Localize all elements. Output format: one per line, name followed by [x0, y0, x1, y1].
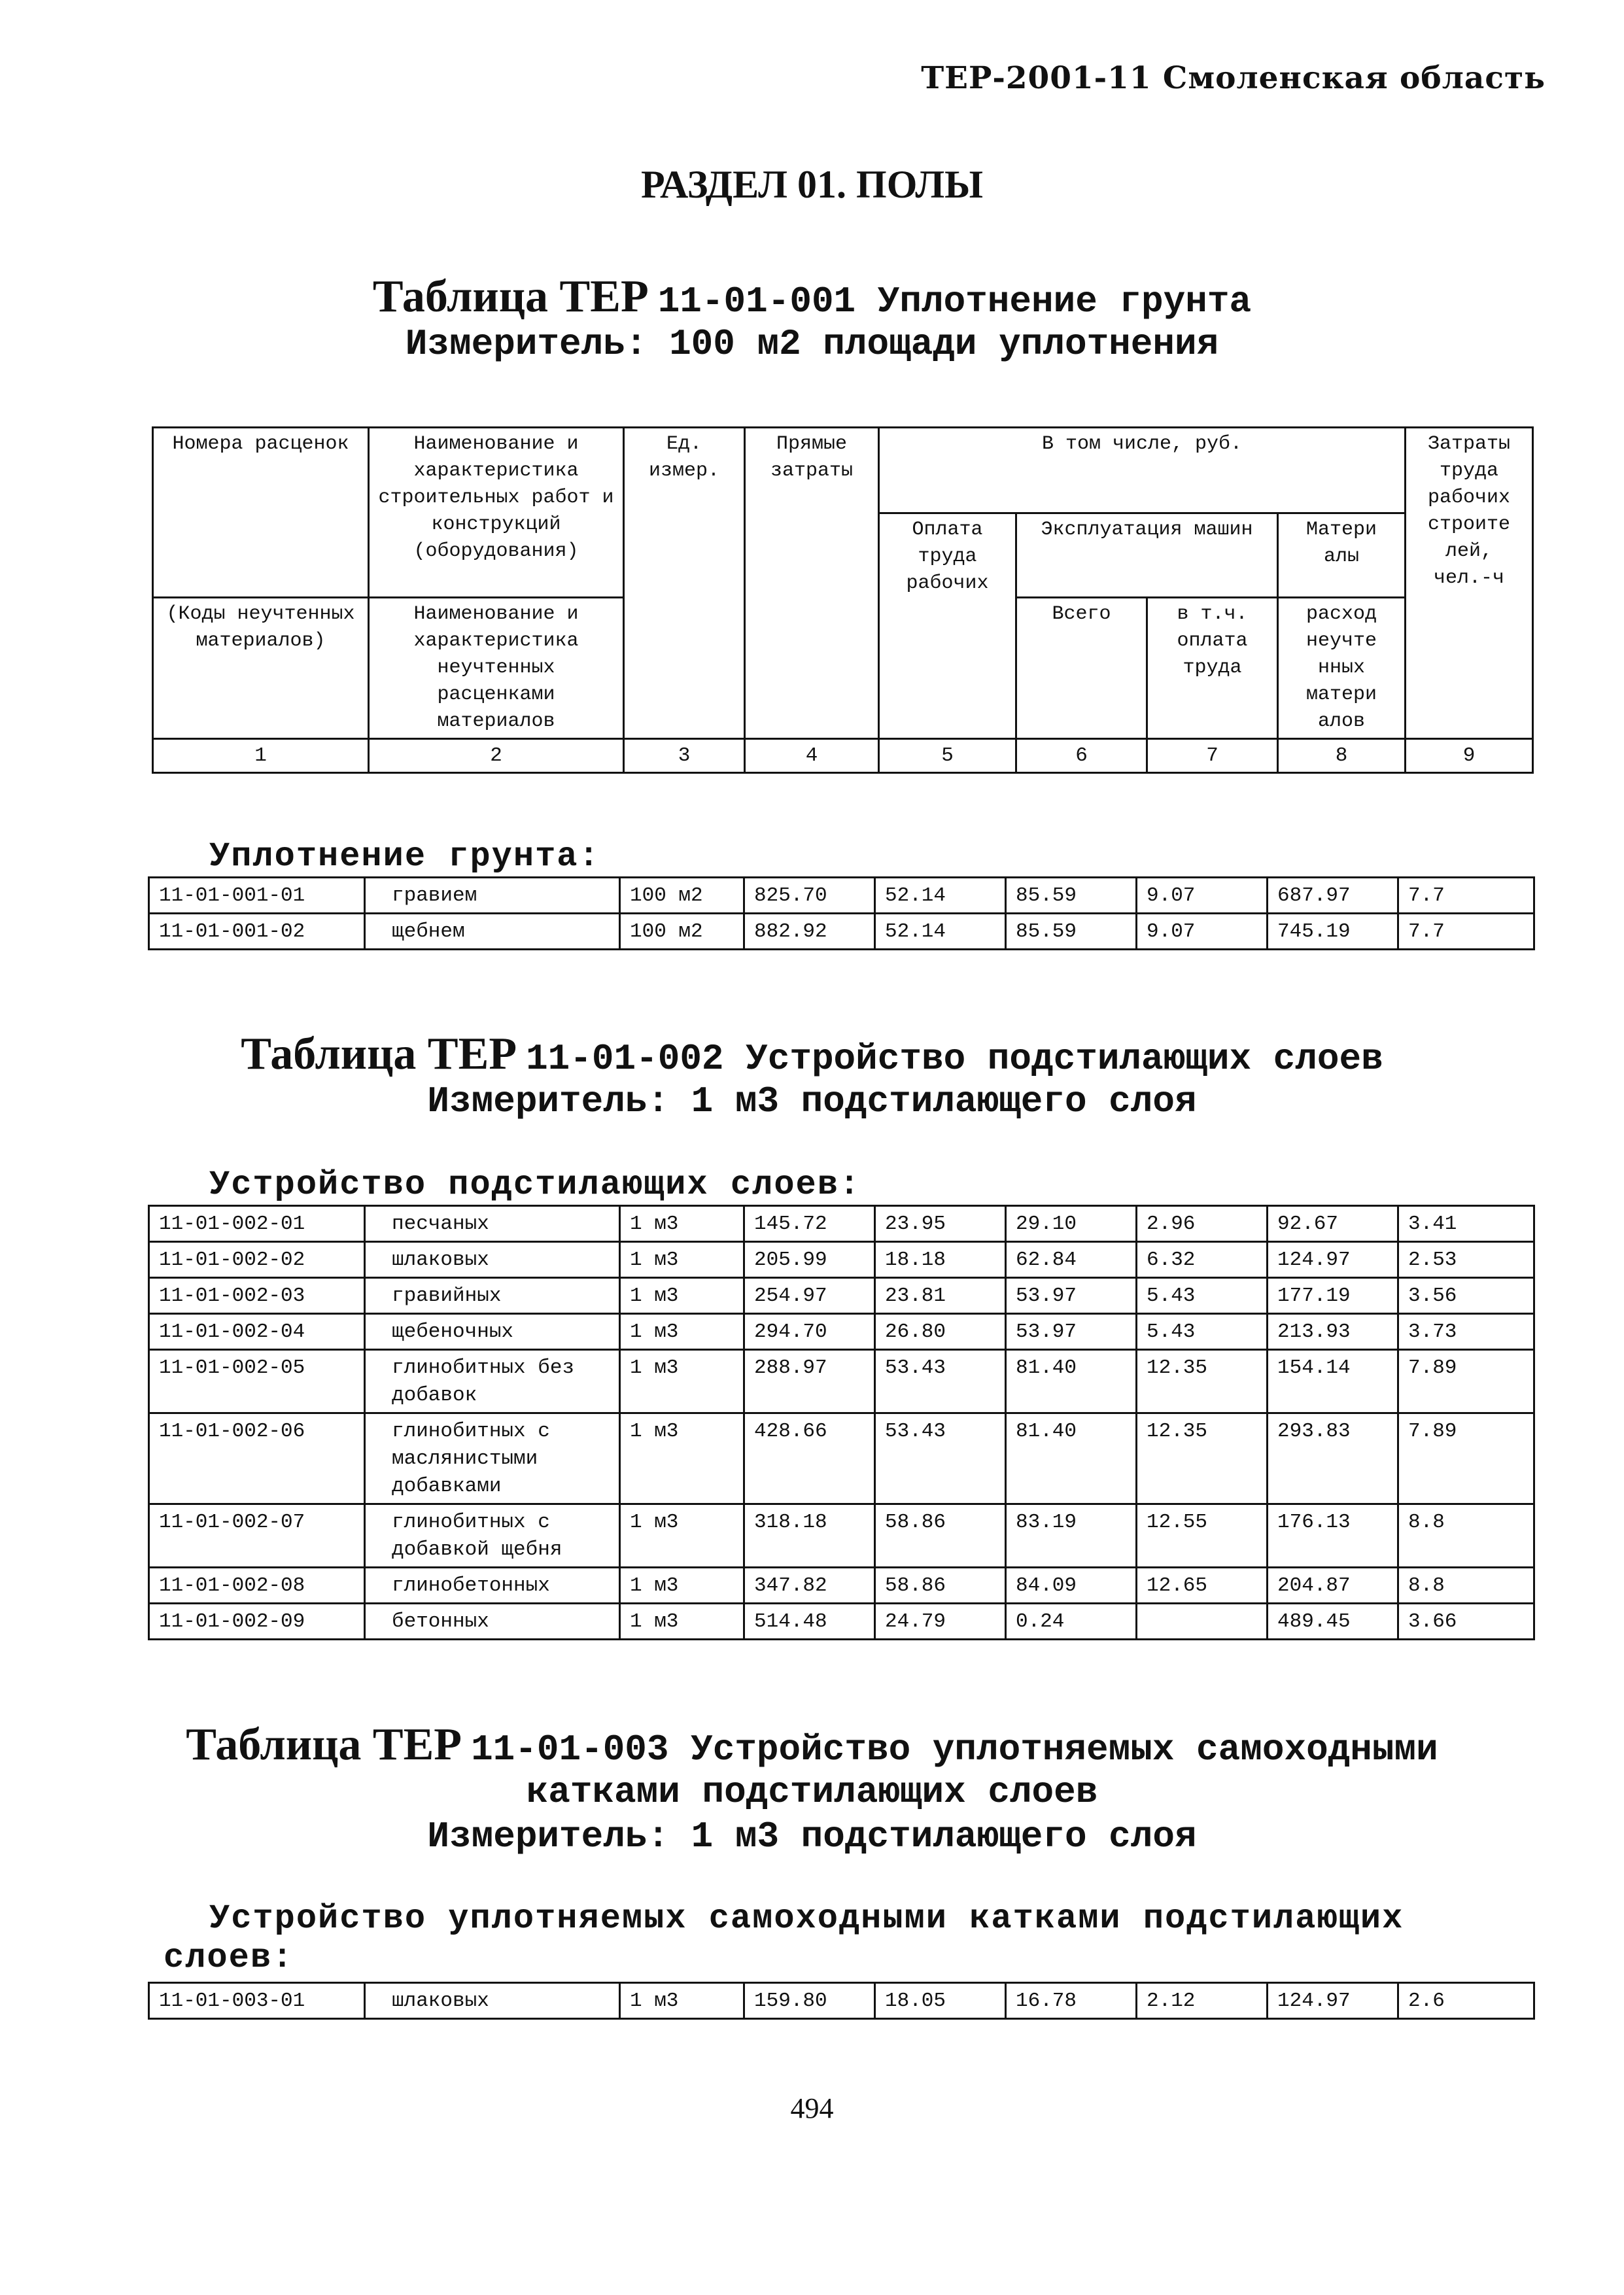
header-machines-labor: в т.ч. оплата труда	[1147, 598, 1278, 739]
table-1-label: Таблица ТЕР	[372, 271, 649, 322]
cell-labor: 52.14	[875, 914, 1006, 950]
cell-labor: 52.14	[875, 878, 1006, 914]
table-3-title-line2: катками подстилающих слоев	[526, 1771, 1098, 1813]
table-1-heading	[0, 271, 1624, 324]
cell-machine-labor: 9.07	[1137, 878, 1268, 914]
table-2-meter: Измеритель: 1 м3 подстилающего слоя	[427, 1080, 1197, 1122]
table-2-label: Таблица ТЕР	[241, 1029, 517, 1079]
header-col-number: 8	[1278, 739, 1406, 773]
page-number: 494	[790, 2092, 834, 2124]
cell-direct: 318.18	[744, 1504, 875, 1568]
cell-code: 11-01-002-05	[149, 1350, 365, 1413]
cell-direct: 514.48	[744, 1604, 875, 1640]
cell-code: 11-01-001-02	[149, 914, 365, 950]
cell-machines: 53.97	[1006, 1314, 1137, 1350]
cell-code: 11-01-002-02	[149, 1242, 365, 1278]
table-row	[149, 914, 1534, 950]
cell-machine-labor: 2.12	[1137, 1983, 1268, 2019]
cell-machine-labor: 6.32	[1137, 1242, 1268, 1278]
table-1-meter: Измеритель: 100 м2 площади уплотнения	[405, 323, 1219, 365]
cell-hours: 2.53	[1398, 1242, 1534, 1278]
cell-machine-labor	[1137, 1604, 1268, 1640]
table-3-title: 11-01-003 Устройство уплотняемых самоходными	[471, 1729, 1438, 1770]
header-col-number: 6	[1016, 739, 1147, 773]
cell-labor: 26.80	[875, 1314, 1006, 1350]
cell-machine-labor: 12.35	[1137, 1413, 1268, 1504]
cell-machine-labor: 2.96	[1137, 1206, 1268, 1242]
cell-unit: 1 м3	[620, 1278, 744, 1314]
cell-machines: 85.59	[1006, 914, 1137, 950]
cell-hours: 3.56	[1398, 1278, 1534, 1314]
cell-unit: 1 м3	[620, 1242, 744, 1278]
cell-name: щебеночных	[365, 1314, 620, 1350]
cell-direct: 205.99	[744, 1242, 875, 1278]
header-direct-costs: Прямые затраты	[745, 428, 879, 739]
document-title: ТЕР-2001-11 Смоленская область	[921, 60, 1546, 96]
table-1-title: 11-01-001 Уплотнение грунта	[657, 281, 1252, 322]
header-worker-pay: Оплата труда рабочих	[879, 513, 1016, 739]
cell-machines: 62.84	[1006, 1242, 1137, 1278]
cell-unit: 1 м3	[620, 1350, 744, 1413]
cell-materials: 124.97	[1268, 1983, 1398, 2019]
cell-machines: 83.19	[1006, 1504, 1137, 1568]
cell-code: 11-01-002-07	[149, 1504, 365, 1568]
cell-direct: 825.70	[744, 878, 875, 914]
cell-code: 11-01-003-01	[149, 1983, 365, 2019]
table-3-rows	[148, 1982, 1535, 2020]
cell-materials: 92.67	[1268, 1206, 1398, 1242]
cell-code: 11-01-002-08	[149, 1568, 365, 1604]
cell-code: 11-01-002-03	[149, 1278, 365, 1314]
cell-machine-labor: 12.35	[1137, 1350, 1268, 1413]
cell-direct: 882.92	[744, 914, 875, 950]
cell-name: глинобитных с маслянистыми добавками	[365, 1413, 620, 1504]
cell-labor: 18.18	[875, 1242, 1006, 1278]
cell-unit: 1 м3	[620, 1568, 744, 1604]
cell-code: 11-01-002-06	[149, 1413, 365, 1504]
table-3-group-label-cont: слоев:	[164, 1939, 294, 1977]
table-3-label: Таблица ТЕР	[186, 1719, 462, 1770]
table-row	[149, 1206, 1534, 1242]
cell-hours: 3.41	[1398, 1206, 1534, 1242]
cell-labor: 53.43	[875, 1413, 1006, 1504]
cell-direct: 294.70	[744, 1314, 875, 1350]
header-materials: Матери алы	[1278, 513, 1406, 598]
table-row	[149, 1314, 1534, 1350]
cell-machines: 29.10	[1006, 1206, 1137, 1242]
cell-hours: 8.8	[1398, 1568, 1534, 1604]
cell-direct: 288.97	[744, 1350, 875, 1413]
cell-labor: 18.05	[875, 1983, 1006, 2019]
cell-direct: 145.72	[744, 1206, 875, 1242]
cell-direct: 159.80	[744, 1983, 875, 2019]
cell-materials: 124.97	[1268, 1242, 1398, 1278]
table-2-heading	[0, 1029, 1624, 1081]
cell-unit: 1 м3	[620, 1504, 744, 1568]
header-unaccounted-codes: (Коды неучтенных материалов)	[153, 598, 369, 739]
table-row	[149, 1350, 1534, 1413]
cell-unit: 1 м3	[620, 1983, 744, 2019]
table-row	[149, 1568, 1534, 1604]
cell-name: щебнем	[365, 914, 620, 950]
table-row	[149, 1278, 1534, 1314]
header-col-number: 7	[1147, 739, 1278, 773]
cell-name: глинобетонных	[365, 1568, 620, 1604]
cell-hours: 3.73	[1398, 1314, 1534, 1350]
cell-materials: 204.87	[1268, 1568, 1398, 1604]
cell-unit: 1 м3	[620, 1314, 744, 1350]
cell-hours: 7.89	[1398, 1413, 1534, 1504]
cell-direct: 347.82	[744, 1568, 875, 1604]
cell-machines: 16.78	[1006, 1983, 1137, 2019]
cell-materials: 293.83	[1268, 1413, 1398, 1504]
cell-code: 11-01-001-01	[149, 878, 365, 914]
cell-unit: 100 м2	[620, 878, 744, 914]
cell-materials: 154.14	[1268, 1350, 1398, 1413]
cell-machine-labor: 12.65	[1137, 1568, 1268, 1604]
header-col-number: 3	[624, 739, 745, 773]
header-col-number: 1	[153, 739, 369, 773]
cell-name: шлаковых	[365, 1242, 620, 1278]
cell-name: гравием	[365, 878, 620, 914]
cell-labor: 23.81	[875, 1278, 1006, 1314]
cell-machines: 85.59	[1006, 878, 1137, 914]
cell-labor: 23.95	[875, 1206, 1006, 1242]
table-2-title: 11-01-002 Устройство подстилающих слоев	[526, 1038, 1383, 1080]
cell-hours: 7.89	[1398, 1350, 1534, 1413]
cell-name: бетонных	[365, 1604, 620, 1640]
table-3-heading	[0, 1719, 1624, 1772]
cell-hours: 7.7	[1398, 914, 1534, 950]
cell-machine-labor: 12.55	[1137, 1504, 1268, 1568]
cell-machines: 81.40	[1006, 1413, 1137, 1504]
cell-machines: 53.97	[1006, 1278, 1137, 1314]
header-rate-number: Номера расценок	[153, 428, 369, 598]
cell-direct: 428.66	[744, 1413, 875, 1504]
header-col-number: 9	[1406, 739, 1533, 773]
cell-name: гравийных	[365, 1278, 620, 1314]
cell-hours: 3.66	[1398, 1604, 1534, 1640]
cell-name: глинобитных без добавок	[365, 1350, 620, 1413]
cell-name: шлаковых	[365, 1983, 620, 2019]
cell-materials: 213.93	[1268, 1314, 1398, 1350]
column-header-table	[152, 426, 1534, 774]
table-row	[149, 878, 1534, 914]
header-col-number: 5	[879, 739, 1016, 773]
cell-labor: 53.43	[875, 1350, 1006, 1413]
table-row	[149, 1983, 1534, 2019]
header-col-number: 4	[745, 739, 879, 773]
cell-machine-labor: 5.43	[1137, 1278, 1268, 1314]
header-work-name: Наименование и характеристика строительных работ и конструкций (оборудования)	[369, 428, 624, 598]
header-col-number: 2	[369, 739, 624, 773]
header-including-rub: В том числе, руб.	[879, 428, 1406, 513]
cell-materials: 177.19	[1268, 1278, 1398, 1314]
table-row	[149, 1242, 1534, 1278]
cell-code: 11-01-002-01	[149, 1206, 365, 1242]
cell-materials: 687.97	[1268, 878, 1398, 914]
cell-name: песчаных	[365, 1206, 620, 1242]
cell-labor: 58.86	[875, 1504, 1006, 1568]
table-2-group-label: Устройство подстилающих слоев:	[209, 1165, 861, 1204]
table-3-meter: Измеритель: 1 м3 подстилающего слоя	[427, 1816, 1197, 1857]
table-1-rows	[148, 876, 1535, 950]
cell-machines: 0.24	[1006, 1604, 1137, 1640]
header-unaccounted-materials: Наименование и характеристика неучтенных расценками материалов	[369, 598, 624, 739]
cell-hours: 8.8	[1398, 1504, 1534, 1568]
header-unaccounted-consumption: расход неучте нных матери алов	[1278, 598, 1406, 739]
header-machines-total: Всего	[1016, 598, 1147, 739]
table-2-rows	[148, 1205, 1535, 1640]
cell-machines: 81.40	[1006, 1350, 1137, 1413]
cell-code: 11-01-002-04	[149, 1314, 365, 1350]
cell-name: глинобитных с добавкой щебня	[365, 1504, 620, 1568]
cell-materials: 176.13	[1268, 1504, 1398, 1568]
cell-machine-labor: 5.43	[1137, 1314, 1268, 1350]
header-labor-hours: Затраты труда рабочих строите лей, чел.-ч	[1406, 428, 1533, 739]
cell-unit: 100 м2	[620, 914, 744, 950]
table-row	[149, 1504, 1534, 1568]
header-machine-exploitation: Эксплуатация машин	[1016, 513, 1278, 598]
table-3-group-label: Устройство уплотняемых самоходными катками подстилающих	[209, 1899, 1404, 1938]
cell-unit: 1 м3	[620, 1604, 744, 1640]
cell-code: 11-01-002-09	[149, 1604, 365, 1640]
cell-unit: 1 м3	[620, 1206, 744, 1242]
cell-hours: 2.6	[1398, 1983, 1534, 2019]
table-row	[149, 1604, 1534, 1640]
cell-materials: 745.19	[1268, 914, 1398, 950]
cell-direct: 254.97	[744, 1278, 875, 1314]
table-row	[149, 1413, 1534, 1504]
cell-labor: 58.86	[875, 1568, 1006, 1604]
cell-labor: 24.79	[875, 1604, 1006, 1640]
cell-materials: 489.45	[1268, 1604, 1398, 1640]
section-title: РАЗДЕЛ 01. ПОЛЫ	[640, 163, 983, 206]
cell-machine-labor: 9.07	[1137, 914, 1268, 950]
table-1-group-label: Уплотнение грунта:	[209, 837, 600, 876]
cell-unit: 1 м3	[620, 1413, 744, 1504]
cell-hours: 7.7	[1398, 878, 1534, 914]
header-unit: Ед. измер.	[624, 428, 745, 739]
cell-machines: 84.09	[1006, 1568, 1137, 1604]
